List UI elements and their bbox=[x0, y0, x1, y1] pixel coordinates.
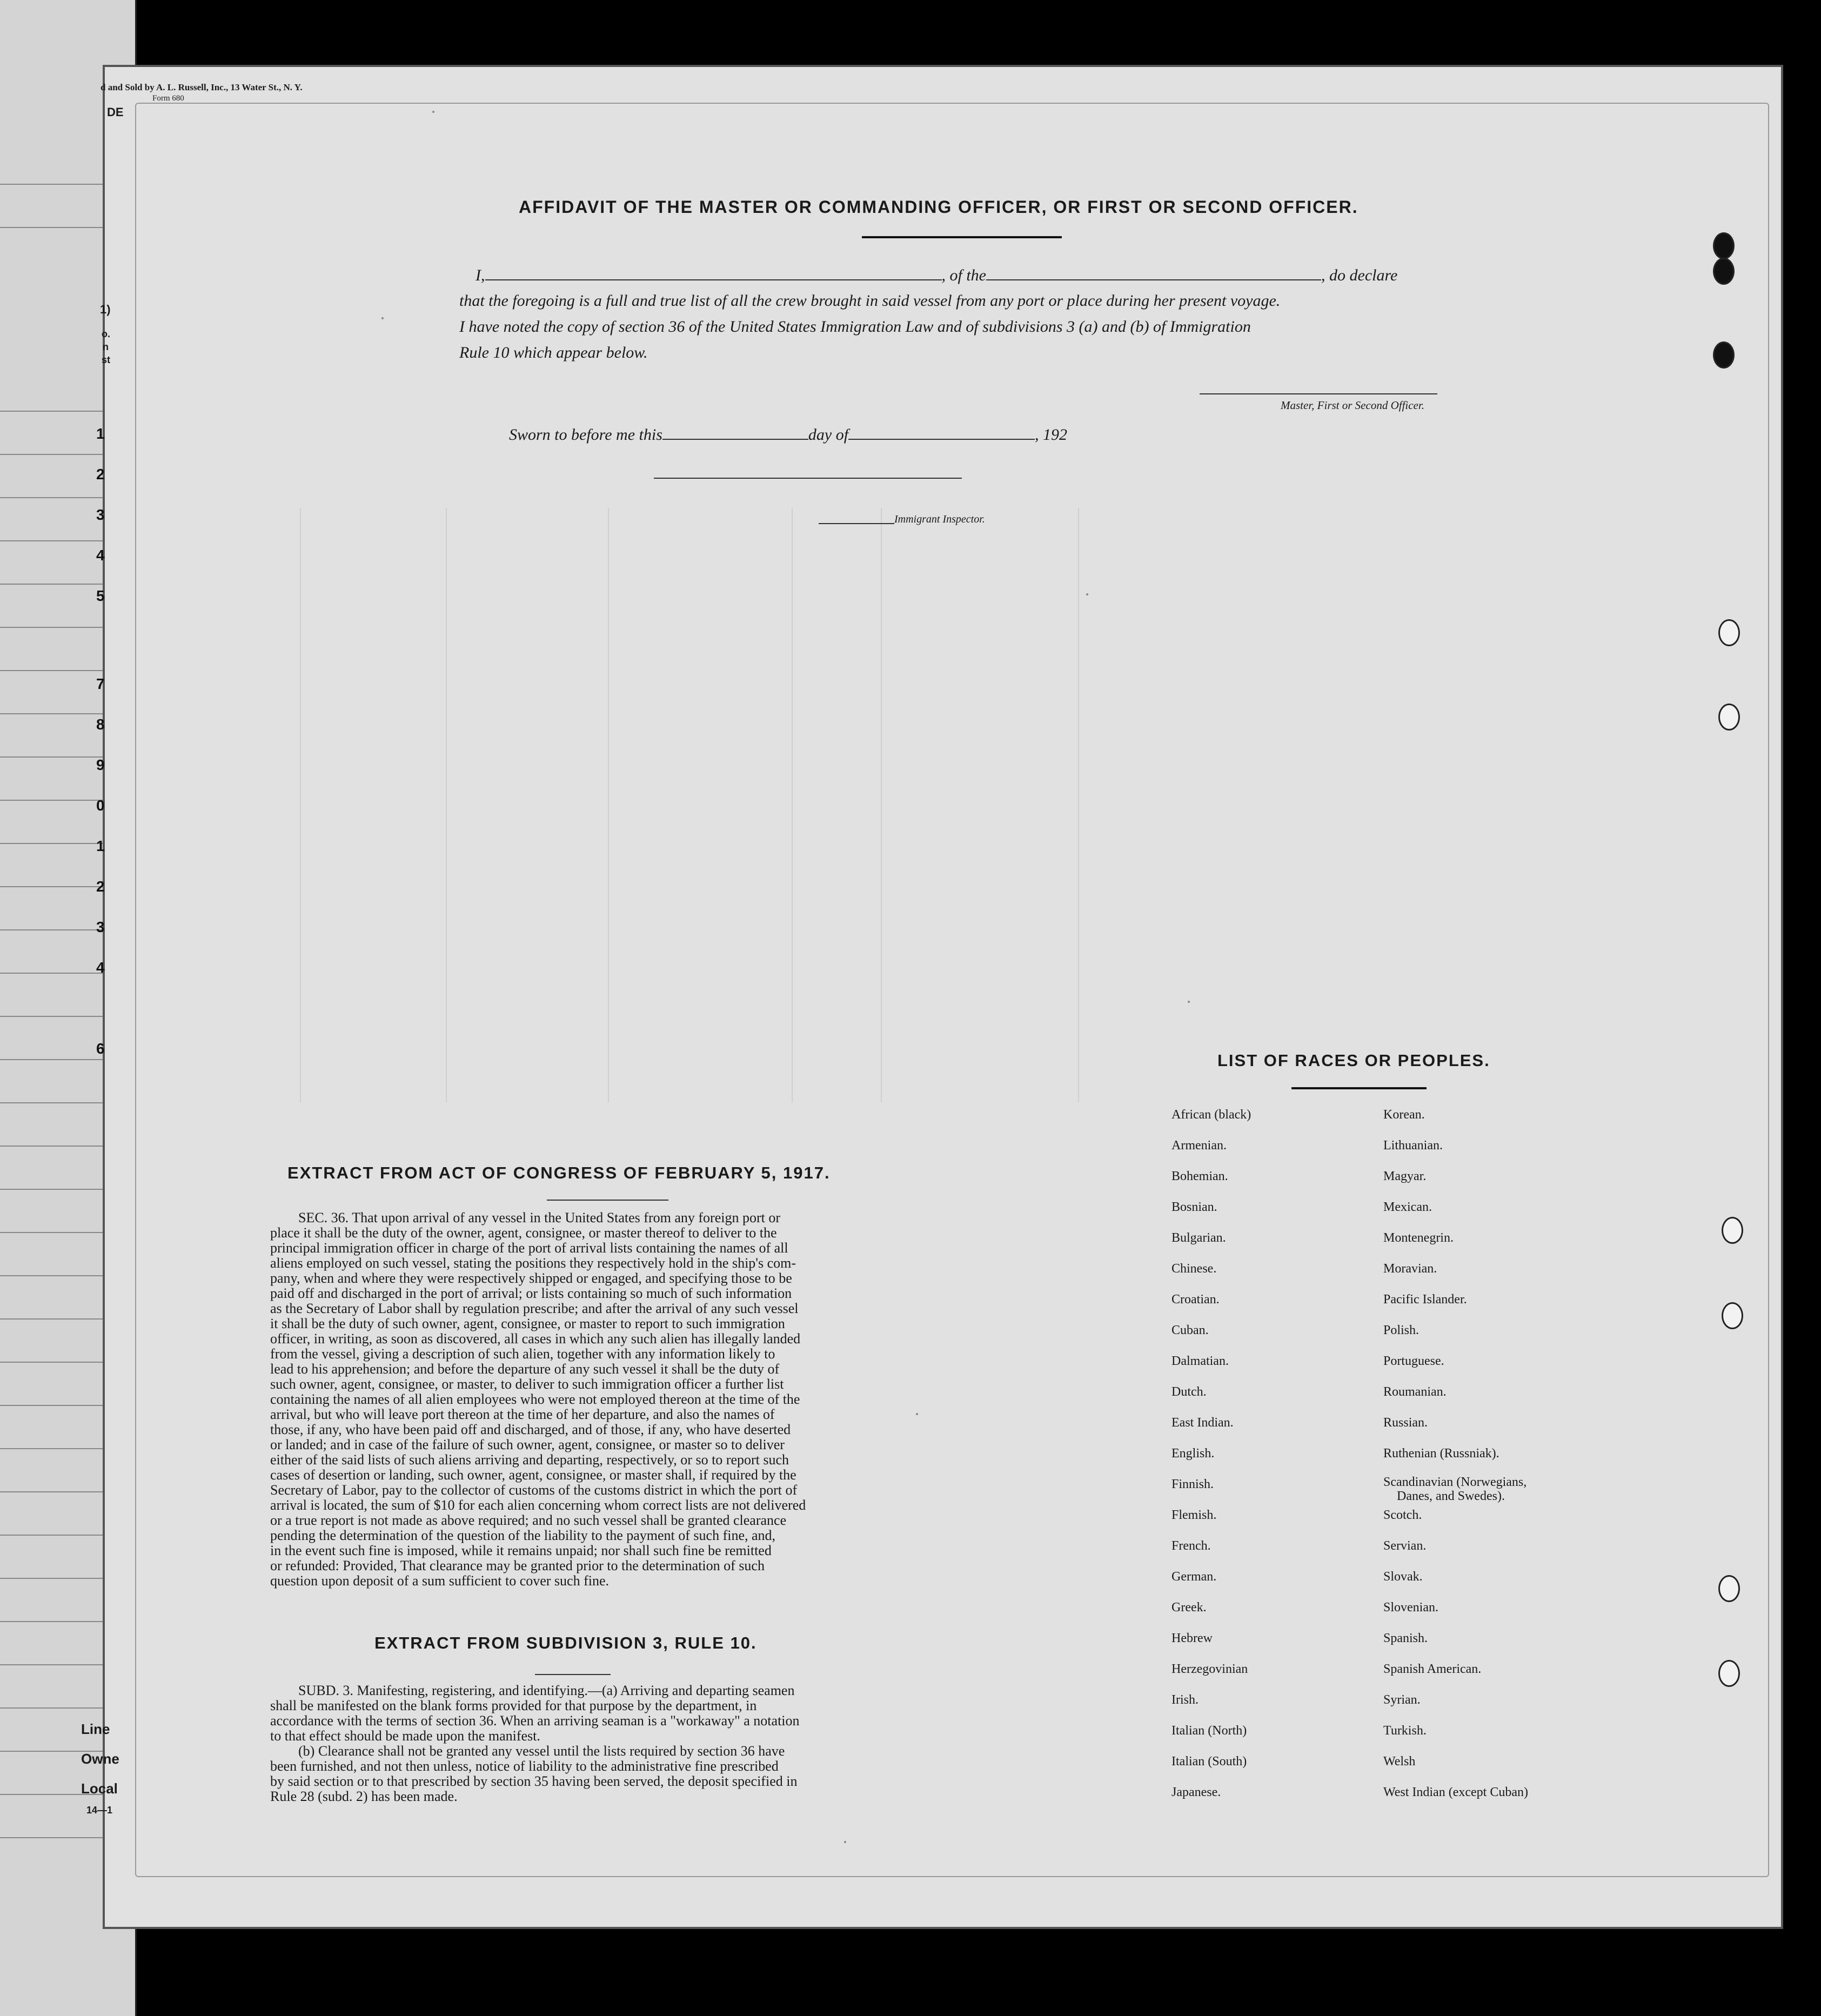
affidavit-line1-end: , do declare bbox=[1321, 266, 1398, 284]
race-right: Roumanian. bbox=[1383, 1385, 1447, 1399]
rule-line: Rule 28 (subd. 2) has been made. bbox=[270, 1789, 458, 1804]
race-left: Bulgarian. bbox=[1171, 1231, 1226, 1245]
race-right: Lithuanian. bbox=[1383, 1138, 1443, 1153]
publisher-line: d and Sold by A. L. Russell, Inc., 13 Water St., N. Y. bbox=[101, 82, 303, 92]
rule-extract-body bbox=[270, 1683, 886, 1804]
affidavit-line1-mid: , of the bbox=[941, 266, 986, 284]
act-line: place it shall be the duty of the owner, agent, consignee, or master thereof to deliver to the bbox=[270, 1225, 777, 1241]
act-line: from the vessel, giving a description of such alien, together with any information likely to bbox=[270, 1346, 775, 1362]
margin-number: 1 bbox=[96, 838, 105, 854]
race-right: Scotch. bbox=[1383, 1508, 1422, 1522]
race-right: Syrian. bbox=[1383, 1693, 1421, 1707]
race-right: Spanish. bbox=[1383, 1631, 1428, 1645]
race-right: Ruthenian (Russniak). bbox=[1383, 1446, 1499, 1461]
race-left: French. bbox=[1171, 1539, 1211, 1553]
race-left: Italian (South) bbox=[1171, 1754, 1247, 1769]
punch-hole bbox=[1718, 1575, 1740, 1602]
margin-number: 1 bbox=[96, 425, 105, 442]
punch-hole bbox=[1722, 1302, 1743, 1329]
race-right: Pacific Islander. bbox=[1383, 1292, 1467, 1307]
race-right: Slovak. bbox=[1383, 1570, 1423, 1584]
rule-line: been furnished, and not then unless, notice of liability to the administrative fine prescribed bbox=[270, 1758, 779, 1774]
act-line: lead to his apprehension; and before the departure of any such vessel it shall be the duty of bbox=[270, 1361, 780, 1377]
act-line: question upon deposit of a sum sufficient to cover such fine. bbox=[270, 1573, 610, 1589]
race-right: Slovenian. bbox=[1383, 1600, 1438, 1615]
act-extract-body bbox=[270, 1210, 886, 1589]
sworn-end: , 192 bbox=[1035, 426, 1068, 444]
act-line: it shall be the duty of such owner, agent, consignee, or master to report to such immigration bbox=[270, 1316, 785, 1331]
affidavit-line-1 bbox=[476, 266, 1397, 285]
race-left: Japanese. bbox=[1171, 1785, 1221, 1799]
margin-fragment: Line bbox=[81, 1721, 110, 1737]
race-left: Bosnian. bbox=[1171, 1200, 1217, 1214]
form-number: Form 680 bbox=[152, 94, 184, 103]
signature-label: Master, First or Second Officer. bbox=[1281, 399, 1424, 412]
rule-line: (b) Clearance shall not be granted any vessel until the lists required by section 36 have bbox=[298, 1743, 785, 1759]
sworn-line bbox=[509, 426, 1067, 444]
margin-fragment: o. bbox=[102, 329, 110, 339]
act-line: or refunded: Provided, That clearance may be granted prior to the determination of such bbox=[270, 1558, 765, 1573]
act-line: containing the names of all alien employees who were not employed thereon at the time of the bbox=[270, 1391, 800, 1407]
race-right: Scandinavian (Norwegians, bbox=[1383, 1475, 1527, 1489]
act-line: SEC. 36. That upon arrival of any vessel in the United States from any foreign port or bbox=[298, 1210, 780, 1225]
race-left: Bohemian. bbox=[1171, 1169, 1228, 1183]
race-left: Dutch. bbox=[1171, 1385, 1207, 1399]
margin-fragment: n bbox=[103, 341, 109, 352]
margin-number: 7 bbox=[96, 675, 105, 692]
act-line: either of the said lists of such aliens arriving and departing, respectively, or so to report such bbox=[270, 1452, 789, 1468]
affidavit-line-4: Rule 10 which appear below. bbox=[459, 344, 648, 361]
race-left: Irish. bbox=[1171, 1693, 1199, 1707]
race-right-continuation: Danes, and Swedes). bbox=[1397, 1489, 1505, 1503]
race-left: English. bbox=[1171, 1446, 1215, 1461]
act-line: pending the determination of the question of the liability to the payment of such fine, and, bbox=[270, 1528, 776, 1543]
race-left: East Indian. bbox=[1171, 1416, 1234, 1430]
rule-line: to that effect should be made upon the manifest. bbox=[270, 1728, 540, 1744]
margin-fragment: st bbox=[102, 354, 111, 365]
affidavit-line-3: I have noted the copy of section 36 of the United States Immigration Law and of subdivisions 3 (a) and (b) of Immigration bbox=[459, 318, 1251, 336]
race-right: Korean. bbox=[1383, 1108, 1425, 1122]
act-line: or landed; and in case of the failure of such owner, agent, consignee, or master so to deliver bbox=[270, 1437, 785, 1452]
margin-number: 6 bbox=[96, 1040, 105, 1057]
margin-number: 3 bbox=[96, 506, 105, 523]
act-extract-title: EXTRACT FROM ACT OF CONGRESS OF FEBRUARY 5, 1917. bbox=[287, 1163, 831, 1182]
sworn-mid: day of bbox=[808, 426, 849, 444]
punch-hole bbox=[1713, 258, 1735, 285]
margin-number: 4 bbox=[96, 547, 105, 564]
act-line: as the Secretary of Labor shall by regulation prescribe; and after the arrival of any such vessel bbox=[270, 1301, 799, 1316]
margin-number: 4 bbox=[96, 959, 105, 976]
manifest-sheet bbox=[103, 65, 1783, 1929]
race-left: Flemish. bbox=[1171, 1508, 1217, 1522]
act-line: cases of desertion or landing, such owner, agent, consignee, or master shall, if required by the bbox=[270, 1467, 796, 1483]
margin-number: 0 bbox=[96, 797, 105, 814]
race-left: Italian (North) bbox=[1171, 1724, 1247, 1738]
act-line: arrival is located, the sum of $10 for each alien concerning whom correct lists are not delivered bbox=[270, 1497, 806, 1513]
rule-line: by said section or to that prescribed by section 35 having been served, the deposit specified in bbox=[270, 1773, 798, 1789]
race-right: Turkish. bbox=[1383, 1724, 1427, 1738]
affidavit-line1-start: I, bbox=[476, 266, 485, 284]
race-right: Spanish American. bbox=[1383, 1662, 1482, 1676]
punch-hole bbox=[1713, 341, 1735, 369]
race-left: Greek. bbox=[1171, 1600, 1207, 1615]
race-right: Mexican. bbox=[1383, 1200, 1432, 1214]
margin-fragment: 14—1 bbox=[86, 1805, 113, 1816]
race-right: Polish. bbox=[1383, 1323, 1420, 1337]
margin-number: 2 bbox=[96, 878, 105, 895]
race-left: Chinese. bbox=[1171, 1262, 1217, 1276]
margin-fragment: Owne bbox=[81, 1751, 119, 1767]
race-right: West Indian (except Cuban) bbox=[1383, 1785, 1528, 1799]
act-line: principal immigration officer in charge of the port of arrival lists containing the names of all bbox=[270, 1240, 788, 1256]
rule-line: accordance with the terms of section 36. When an arriving seaman is a "workaway" a notation bbox=[270, 1713, 800, 1729]
race-right: Portuguese. bbox=[1383, 1354, 1444, 1368]
race-left: German. bbox=[1171, 1570, 1217, 1584]
inspector-label: Immigrant Inspector. bbox=[894, 513, 985, 525]
race-left: Croatian. bbox=[1171, 1292, 1220, 1307]
race-left: Finnish. bbox=[1171, 1477, 1214, 1491]
sworn-start: Sworn to before me this bbox=[509, 426, 662, 444]
margin-number: 2 bbox=[96, 466, 105, 483]
name-blank[interactable] bbox=[485, 269, 942, 280]
day-blank[interactable] bbox=[662, 428, 808, 440]
punch-hole bbox=[1713, 232, 1735, 259]
race-left: Cuban. bbox=[1171, 1323, 1209, 1337]
punch-hole bbox=[1718, 619, 1740, 646]
race-left: Armenian. bbox=[1171, 1138, 1227, 1153]
affidavit-title: AFFIDAVIT OF THE MASTER OR COMMANDING OFFICER, OR FIRST OR SECOND OFFICER. bbox=[519, 197, 1358, 217]
margin-number: 5 bbox=[96, 587, 105, 604]
punch-hole bbox=[1718, 1660, 1740, 1687]
race-right: Russian. bbox=[1383, 1416, 1428, 1430]
race-right: Welsh bbox=[1383, 1754, 1416, 1769]
act-line: pany, when and where they were respectively shipped or engaged, and specifying those to be bbox=[270, 1270, 792, 1286]
rule-extract-title: EXTRACT FROM SUBDIVISION 3, RULE 10. bbox=[374, 1633, 757, 1652]
margin-number: 3 bbox=[96, 919, 105, 935]
race-right: Servian. bbox=[1383, 1539, 1427, 1553]
act-line: or a true report is not made as above required; and no such vessel shall be granted clearance bbox=[270, 1512, 787, 1528]
race-left: Hebrew bbox=[1171, 1631, 1213, 1645]
races-title: LIST OF RACES OR PEOPLES. bbox=[1217, 1051, 1490, 1070]
punch-hole bbox=[1718, 704, 1740, 731]
race-left: African (black) bbox=[1171, 1108, 1251, 1122]
rule-line: shall be manifested on the blank forms provided for that purpose by the department, in bbox=[270, 1698, 757, 1713]
margin-fragment: Local bbox=[81, 1780, 118, 1797]
race-right: Magyar. bbox=[1383, 1169, 1427, 1183]
margin-number: 9 bbox=[96, 756, 105, 773]
race-left: Dalmatian. bbox=[1171, 1354, 1229, 1368]
vessel-blank[interactable] bbox=[986, 269, 1321, 280]
act-line: paid off and discharged in the port of arrival; or lists containing so much of such information bbox=[270, 1285, 792, 1301]
month-blank[interactable] bbox=[848, 428, 1035, 440]
act-line: such owner, agent, consignee, or master, to deliver to such immigration officer a further list bbox=[270, 1376, 784, 1392]
act-line: in the event such fine is imposed, while it remains unpaid; nor shall such fine be remitted bbox=[270, 1543, 772, 1558]
act-line: officer, in writing, as soon as discovered, all cases in which any such alien has illegally landed bbox=[270, 1331, 801, 1347]
margin-number: 8 bbox=[96, 716, 105, 733]
race-right: Moravian. bbox=[1383, 1262, 1437, 1276]
race-left: Herzegovinian bbox=[1171, 1662, 1248, 1676]
affidavit-line-2: that the foregoing is a full and true list of all the crew brought in said vessel from any port or place during her present voyage. bbox=[459, 292, 1281, 310]
margin-fragment: DE bbox=[107, 105, 124, 119]
act-line: those, if any, who have been paid off and discharged, and of those, if any, who have deserted bbox=[270, 1422, 791, 1437]
race-right: Montenegrin. bbox=[1383, 1231, 1454, 1245]
act-line: aliens employed on such vessel, stating the positions they respectively hold in the ship's com- bbox=[270, 1255, 796, 1271]
margin-fragment: 1) bbox=[100, 303, 111, 316]
act-line: arrival, but who will leave port thereon at the time of her departure, and also the names of bbox=[270, 1406, 775, 1422]
act-line: Secretary of Labor, pay to the collector of customs of the customs district in which the port of bbox=[270, 1482, 798, 1498]
punch-hole bbox=[1722, 1217, 1743, 1244]
rule-line: SUBD. 3. Manifesting, registering, and identifying.—(a) Arriving and departing seamen bbox=[298, 1683, 795, 1698]
